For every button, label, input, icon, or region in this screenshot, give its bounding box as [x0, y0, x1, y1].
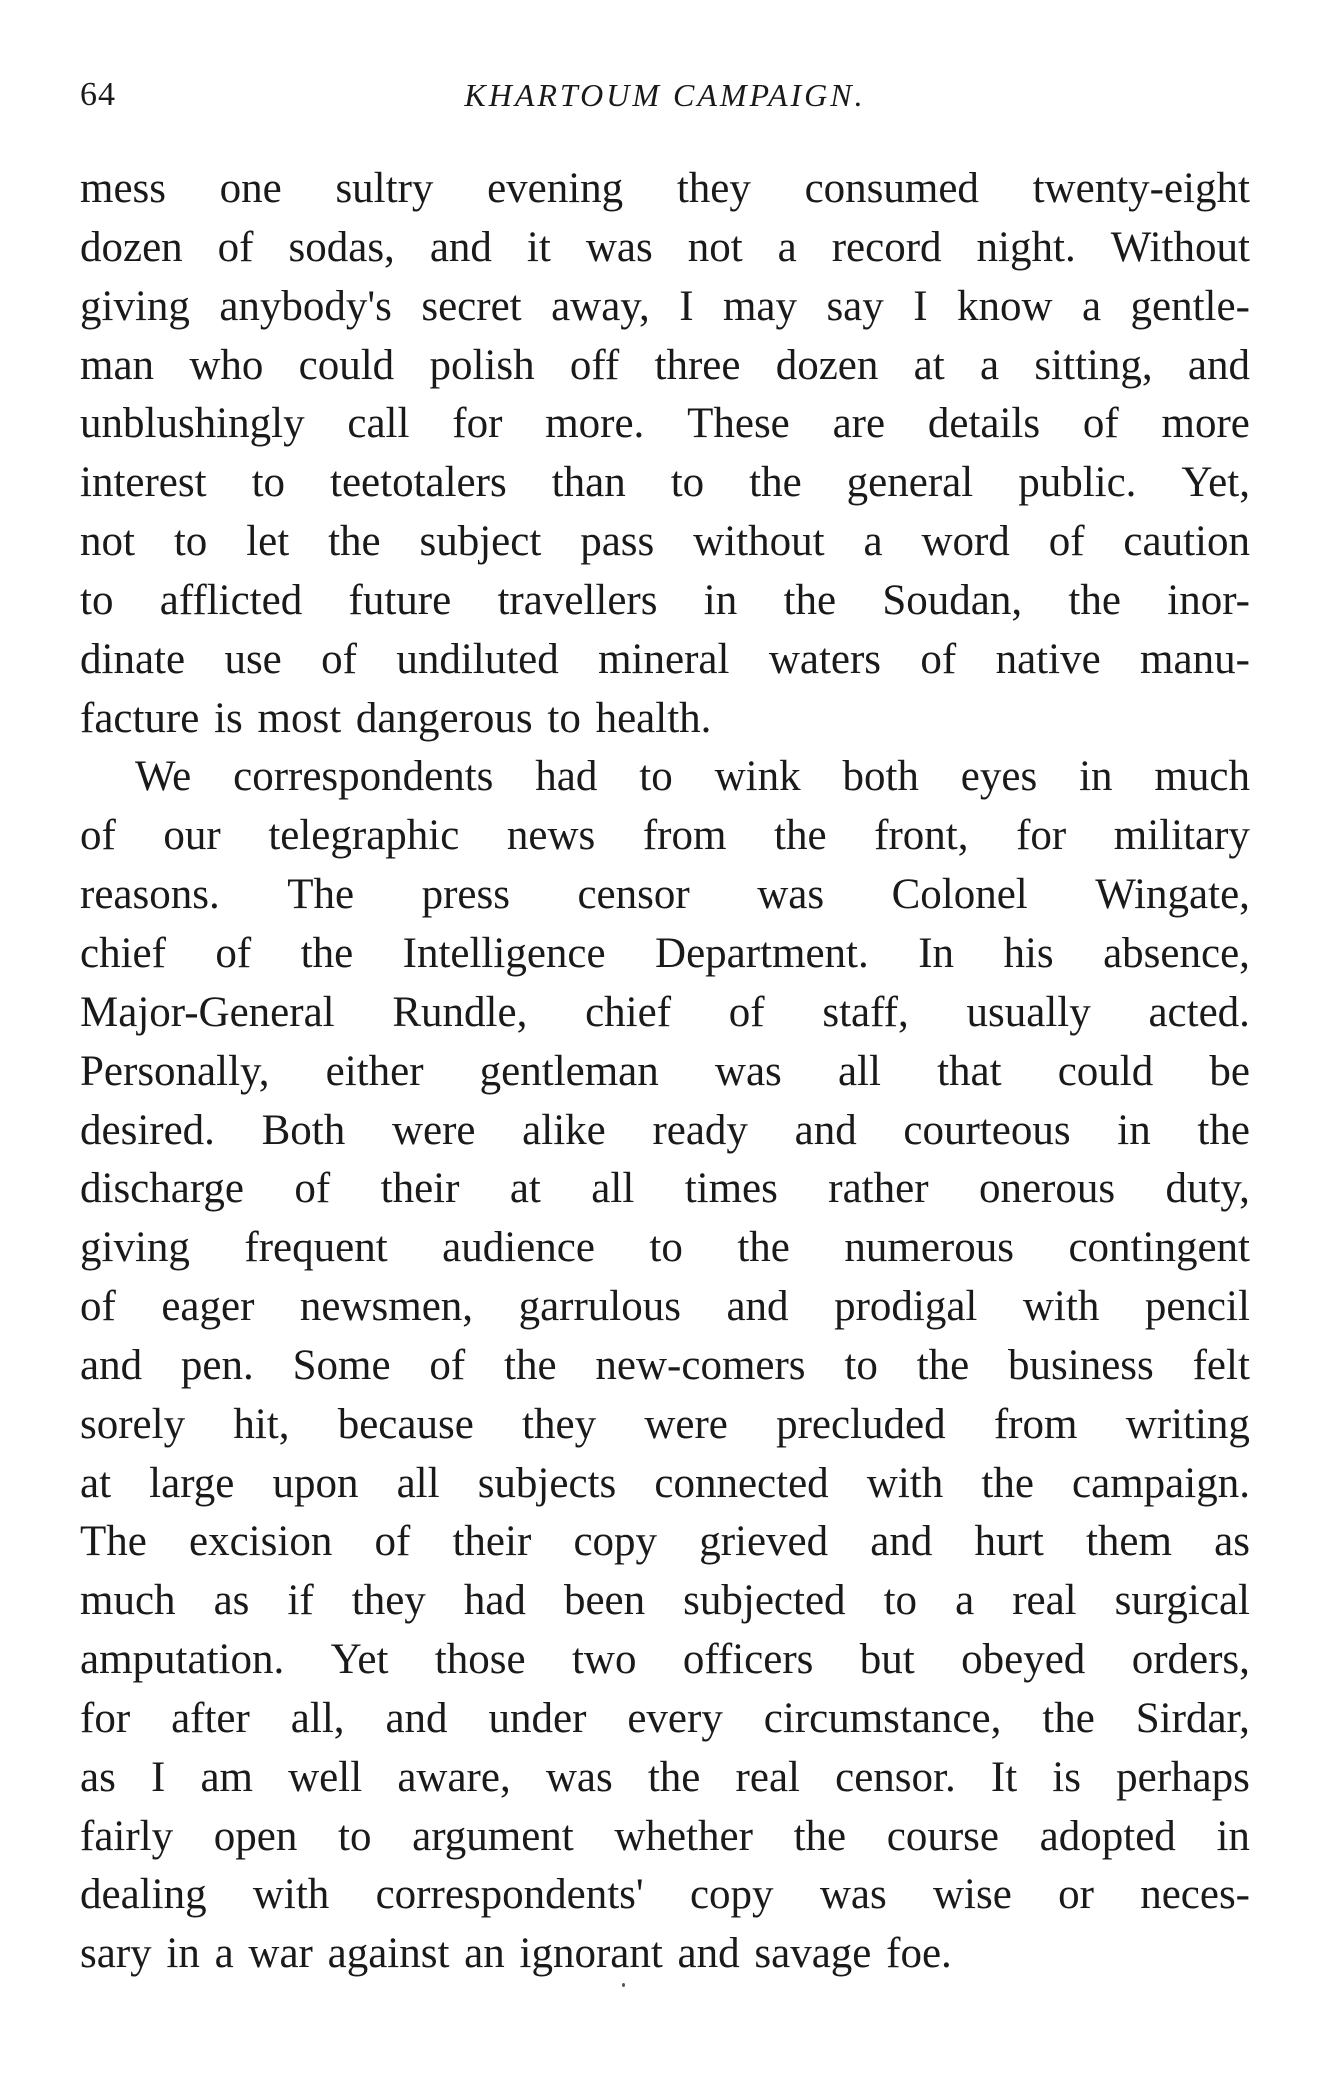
text-line: giving anybody's secret away, I may say I know a gentle- [80, 282, 1250, 330]
paragraph [80, 748, 1250, 1984]
print-speck [622, 1983, 625, 1987]
text-line: for after all, and under every circumstance, the Sirdar, [80, 1694, 1250, 1742]
text-line: chief of the Intelligence Department. In his absence, [80, 929, 1250, 977]
text-line: The excision of their copy grieved and hurt them as [80, 1518, 1250, 1566]
text-line: discharge of their at all times rather onerous duty, [80, 1165, 1250, 1213]
text-line: not to let the subject pass without a word of caution [80, 518, 1250, 566]
text-line: giving frequent audience to the numerous contingent [80, 1224, 1250, 1272]
text-line: as I am well aware, was the real censor. It is perhaps [80, 1753, 1250, 1801]
running-title: KHARTOUM CAMPAIGN. [464, 77, 866, 113]
page-number: 64 [80, 76, 116, 113]
text-line: and pen. Some of the new-comers to the business felt [80, 1341, 1250, 1389]
text-line: dealing with correspondents' copy was wise or neces- [80, 1871, 1250, 1919]
text-line: We correspondents had to wink both eyes in much [135, 753, 1250, 801]
body-text [80, 160, 1250, 1984]
text-line: dinate use of undiluted mineral waters of native manu- [80, 635, 1250, 683]
text-line: man who could polish off three dozen at a sitting, and [80, 341, 1250, 389]
text-line: at large upon all subjects connected with the campaign. [80, 1459, 1250, 1507]
text-line: unblushingly call for more. These are details of more [80, 400, 1250, 448]
running-head [80, 70, 1250, 120]
text-line: desired. Both were alike ready and courteous in the [80, 1106, 1250, 1154]
text-line: sorely hit, because they were precluded from writing [80, 1400, 1250, 1448]
text-line: dozen of sodas, and it was not a record night. Without [80, 223, 1250, 271]
text-line: interest to teetotalers than to the general public. Yet, [80, 459, 1250, 507]
text-line: sary in a war against an ignorant and savage foe. [80, 1930, 952, 1978]
text-line: mess one sultry evening they consumed twenty-eight [80, 165, 1250, 212]
text-line: Major-General Rundle, chief of staff, usually acted. [80, 988, 1250, 1036]
text-line: facture is most dangerous to health. [80, 694, 712, 742]
text-line: much as if they had been subjected to a real surgical [80, 1577, 1250, 1625]
text-line: amputation. Yet those two officers but obeyed orders, [80, 1636, 1250, 1684]
text-line: fairly open to argument whether the course adopted in [80, 1812, 1250, 1860]
text-line: to afflicted future travellers in the Soudan, the inor- [80, 576, 1250, 624]
paragraph [80, 160, 1250, 748]
text-line: reasons. The press censor was Colonel Wingate, [80, 871, 1250, 919]
text-line: Personally, either gentleman was all that could be [80, 1047, 1250, 1095]
text-line: of eager newsmen, garrulous and prodigal with pencil [80, 1283, 1250, 1331]
text-line: of our telegraphic news from the front, for military [80, 812, 1250, 860]
